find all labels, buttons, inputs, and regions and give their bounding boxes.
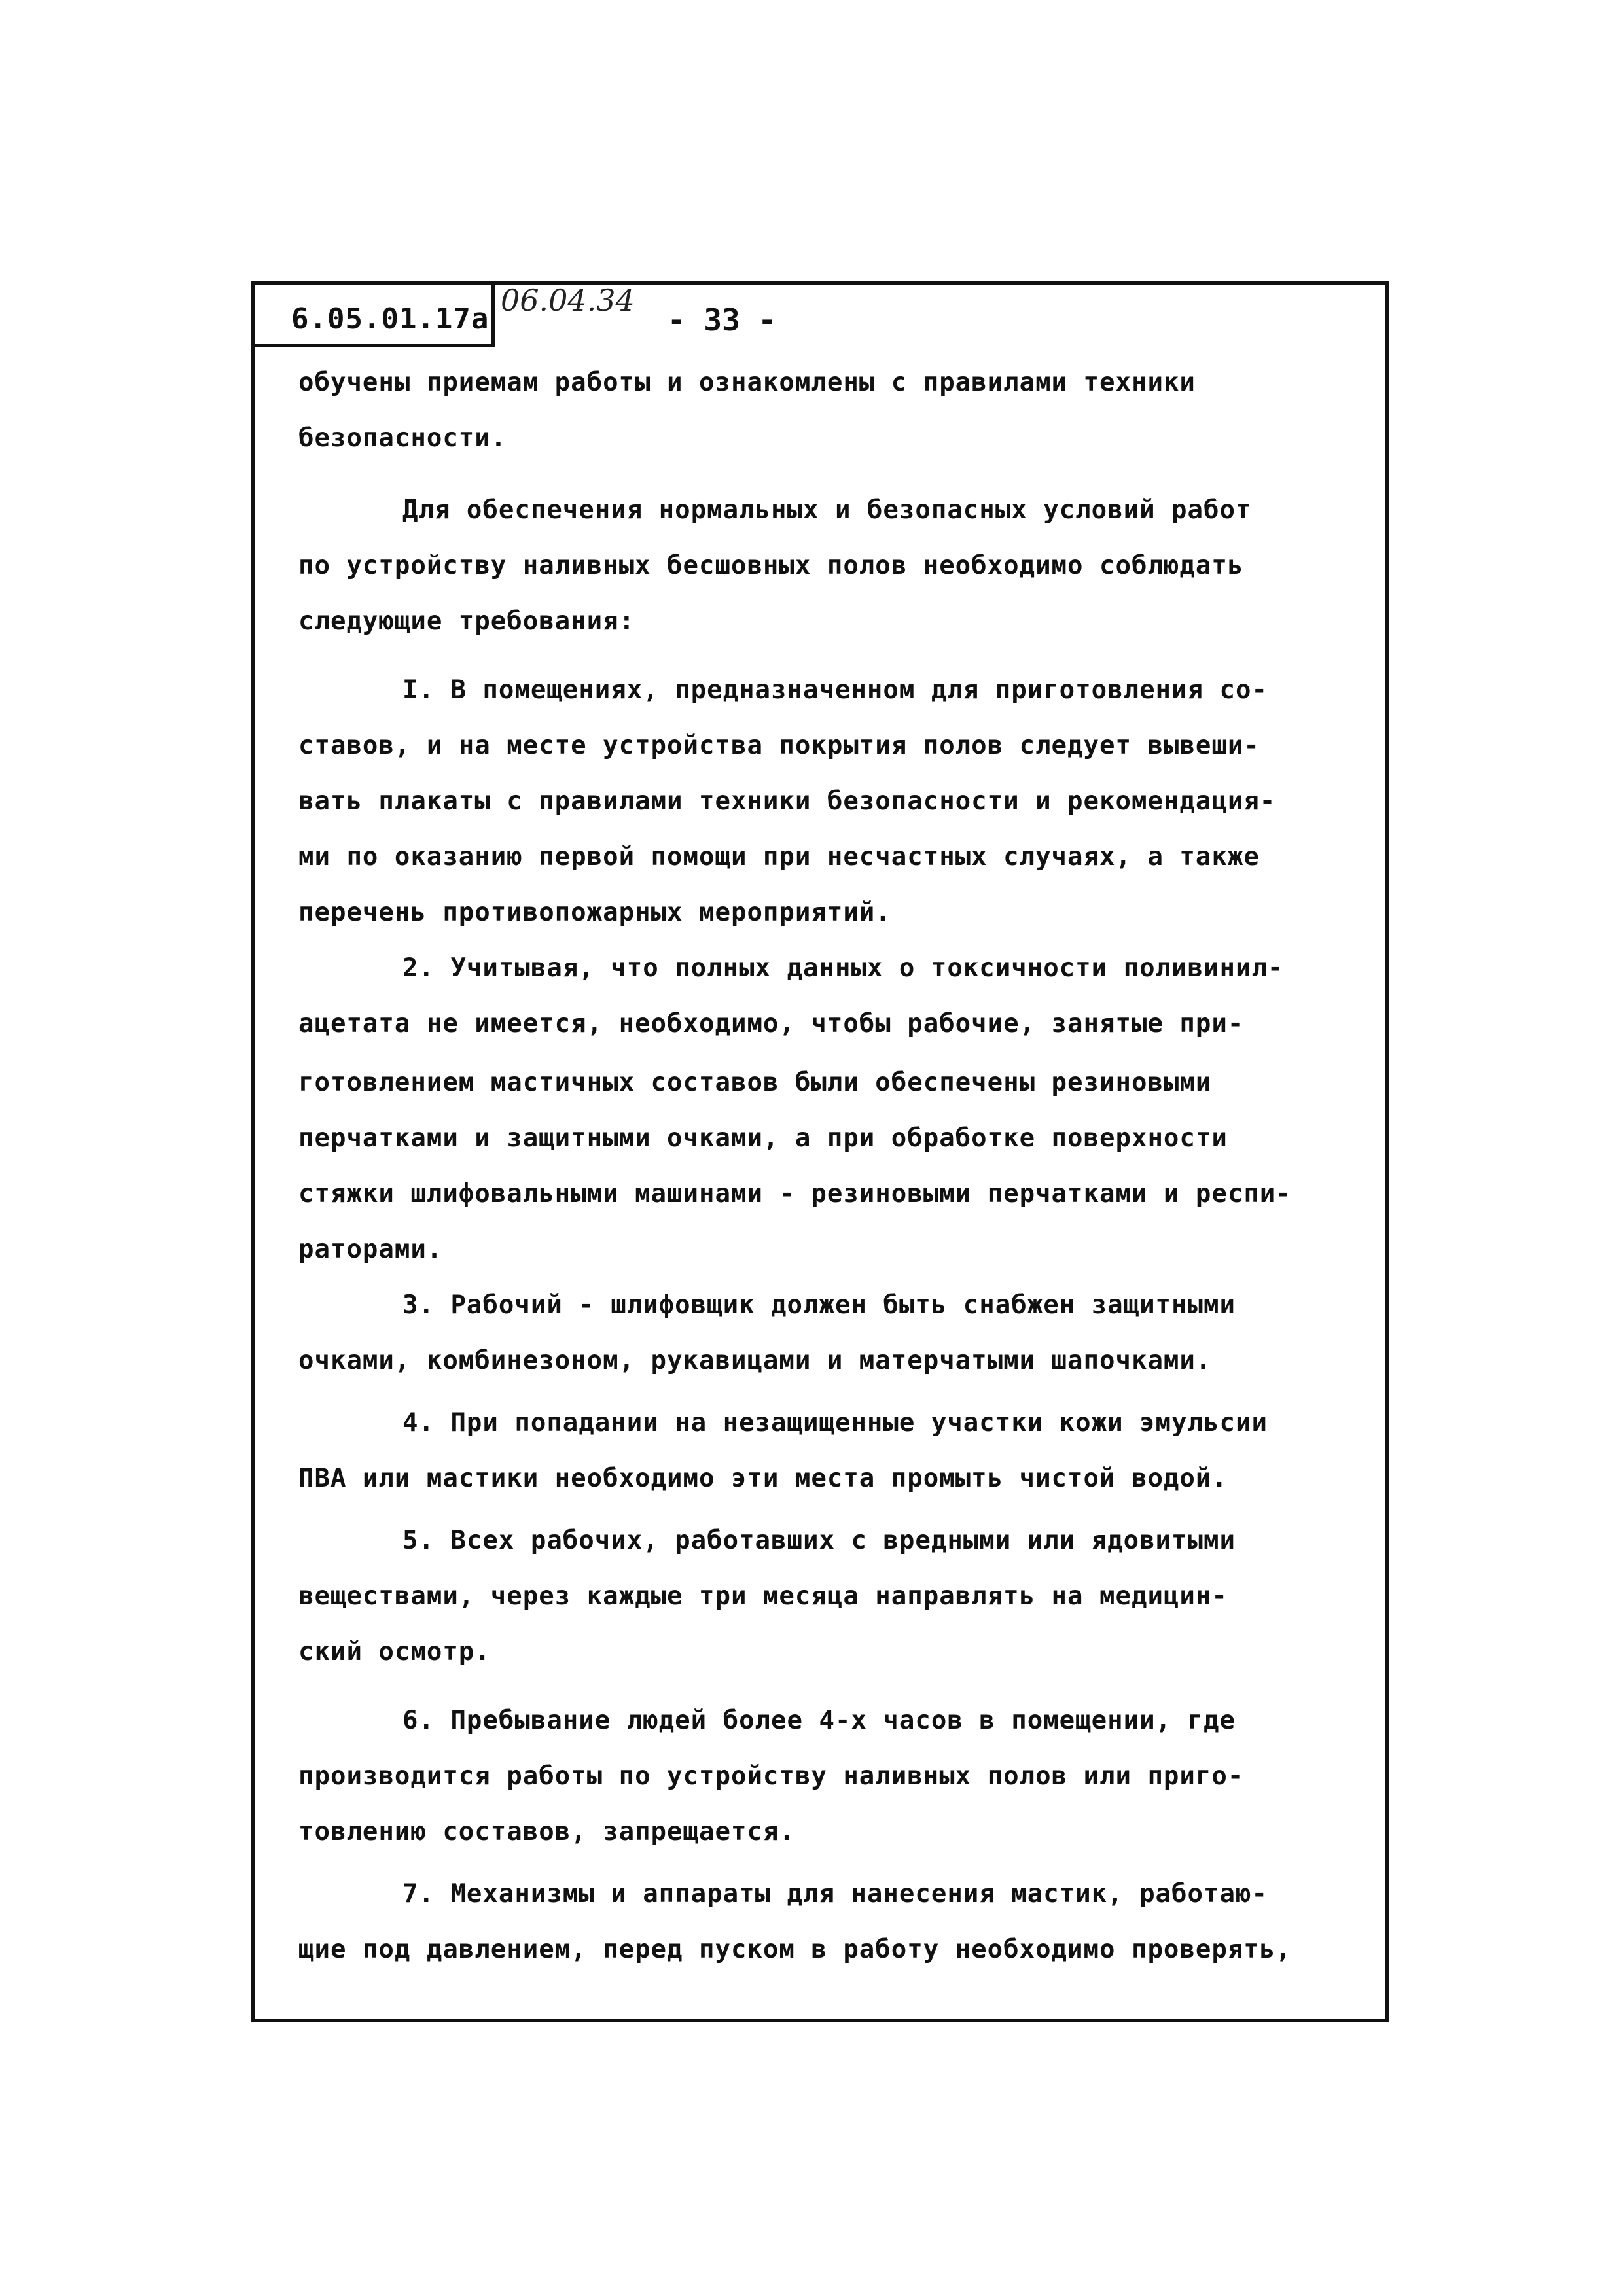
page-number: - 33 - bbox=[668, 302, 777, 338]
text-line: вать плакаты с правилами техники безопасности и рекомендация- bbox=[298, 786, 1276, 816]
text-line: обучены приемам работы и ознакомлены с правилами техники bbox=[298, 368, 1196, 397]
text-line: 7. Механизмы и аппараты для нанесения мастик, работаю- bbox=[402, 1879, 1268, 1909]
text-line: по устройству наливных бесшовных полов необходимо соблюдать bbox=[298, 551, 1244, 580]
text-line: ставов, и на месте устройства покрытия полов следует вывеши- bbox=[298, 731, 1260, 760]
text-line: готовлением мастичных составов были обеспечены резиновыми bbox=[298, 1068, 1212, 1097]
text-line: веществами, через каждые три месяца направлять на медицин- bbox=[298, 1581, 1228, 1611]
text-line: 4. При попадании на незащищенные участки кожи эмульсии bbox=[402, 1408, 1268, 1438]
text-line: перечень противопожарных мероприятий. bbox=[298, 898, 891, 927]
text-line: перчатками и защитными очками, а при обработке поверхности bbox=[298, 1123, 1228, 1153]
text-line: ПВА или мастики необходимо эти места промыть чистой водой. bbox=[298, 1464, 1228, 1493]
text-line: 3. Рабочий - шлифовщик должен быть снабжен защитными bbox=[402, 1290, 1236, 1320]
text-line: 5. Всех рабочих, работавших с вредными или ядовитыми bbox=[402, 1526, 1236, 1555]
text-line: производится работы по устройству наливных полов или приго- bbox=[298, 1761, 1244, 1791]
text-line: ацетата не имеется, необходимо, чтобы рабочие, занятые при- bbox=[298, 1009, 1244, 1038]
text-line: ский осмотр. bbox=[298, 1637, 491, 1667]
text-line: раторами. bbox=[298, 1235, 443, 1264]
text-line: стяжки шлифовальными машинами - резиновыми перчатками и респи- bbox=[298, 1179, 1292, 1209]
text-line: следующие требования: bbox=[298, 607, 635, 636]
text-line: 2. Учитывая, что полных данных о токсичности поливинил- bbox=[402, 953, 1284, 983]
text-line: 6. Пребывание людей более 4-х часов в помещении, где bbox=[402, 1706, 1236, 1735]
text-line: щие под давлением, перед пуском в работу необходимо проверять, bbox=[298, 1935, 1292, 1964]
handwritten-code: 06.04.34 bbox=[501, 283, 635, 318]
text-line: товлению составов, запрещается. bbox=[298, 1817, 795, 1846]
text-line: очками, комбинезоном, рукавицами и матерчатыми шапочками. bbox=[298, 1346, 1212, 1375]
text-line: ми по оказанию первой помощи при несчастных случаях, а также bbox=[298, 842, 1260, 872]
doc-code: 6.05.01.17а bbox=[291, 302, 490, 336]
text-line: безопасности. bbox=[298, 423, 507, 453]
text-line: I. В помещениях, предназначенном для приготовления со- bbox=[402, 675, 1268, 705]
text-line: Для обеспечения нормальных и безопасных условий работ bbox=[402, 495, 1252, 525]
